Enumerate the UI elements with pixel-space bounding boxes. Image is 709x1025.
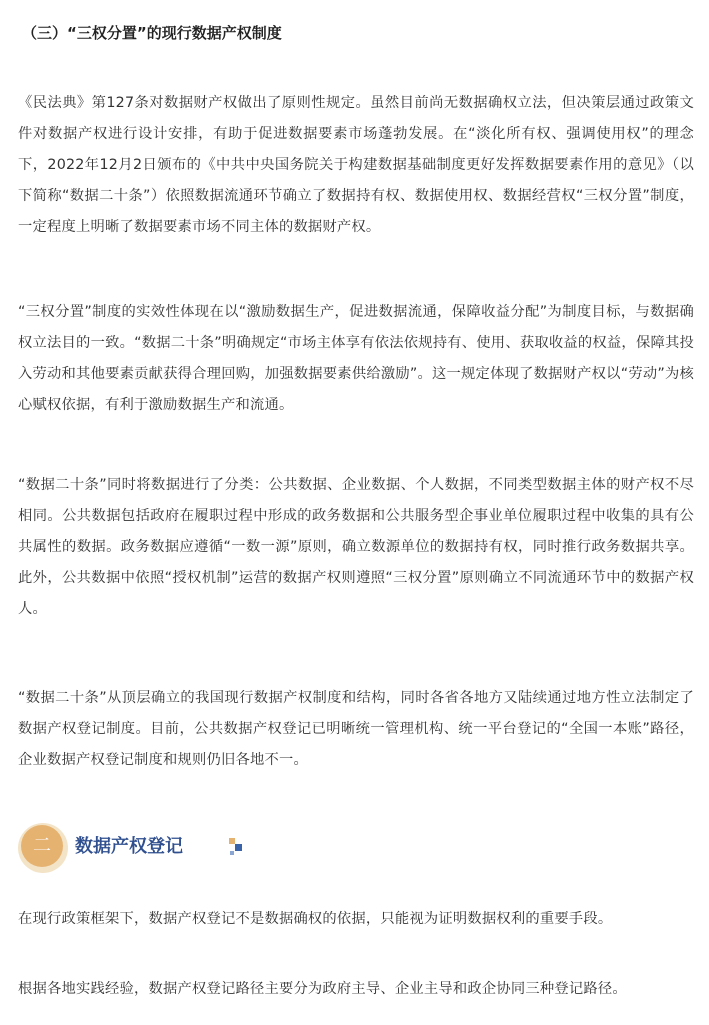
section-title-text: 数据产权登记	[75, 836, 183, 857]
subheading: （三）“三权分置”的现行数据产权制度	[22, 24, 282, 42]
paragraph-6: 根据各地实践经验，数据产权登记路径主要分为政府主导、企业主导和政企协同三种登记路径。	[18, 981, 627, 997]
paragraph-1: 《民法典》第127条对数据财产权做出了原则性规定。虽然目前尚无数据确权立法，但决策层通过政策文件对数据产权进行设计安排，有助于促进数据要素市场蓬勃发展。在“淡化所有权、强调使用权”的理念下，2022年12月2日颁布的《中共中央国务院关于构建数据基础制度更好发挥数据要素作用的意见》（以下简称“数据二十条”）依照数据流通环节确立了数据持有权、数据使用权、数据经营权“三权分置”制度，一定程度上明晰了数据要素市场不同主体的数据财产权。	[18, 95, 694, 235]
paragraph-3: “数据二十条”同时将数据进行了分类：公共数据、企业数据、个人数据，不同类型数据主体的财产权不尽相同。公共数据包括政府在履职过程中形成的政务数据和公共服务型企事业单位履职过程中收集的具有公共属性的数据。政务数据应遵循“一数一源”原则，确立数源单位的数据持有权，同时推行政务数据共享。此外，公共数据中依照“授权机制”运营的数据产权则遵照“三权分置”原则确立不同流通环节中的数据产权人。	[18, 477, 694, 617]
decorative-square-icon	[235, 844, 242, 851]
paragraph-5: 在现行政策框架下，数据产权登记不是数据确权的依据，只能视为证明数据权利的重要手段。	[18, 911, 613, 927]
paragraph-4: “数据二十条”从顶层确立的我国现行数据产权制度和结构，同时各省各地方又陆续通过地方性立法制定了数据产权登记制度。目前，公共数据产权登记已明晰统一管理机构、统一平台登记的“全国一本账”路径，企业数据产权登记制度和规则仍旧各地不一。	[18, 690, 694, 768]
section-header	[18, 820, 318, 872]
section-number-badge: 二	[21, 825, 63, 867]
decorative-square-icon	[230, 851, 234, 855]
section-title	[75, 832, 183, 858]
paragraph-2: “三权分置”制度的实效性体现在以“激励数据生产，促进数据流通，保障收益分配”为制度目标，与数据确权立法目的一致。“数据二十条”明确规定“市场主体享有依法依规持有、使用、获取收益的权益，保障其投入劳动和其他要素贡献获得合理回购，加强数据要素供给激励”。这一规定体现了数据财产权以“劳动”为核心赋权依据，有利于激励数据生产和流通。	[18, 304, 694, 413]
